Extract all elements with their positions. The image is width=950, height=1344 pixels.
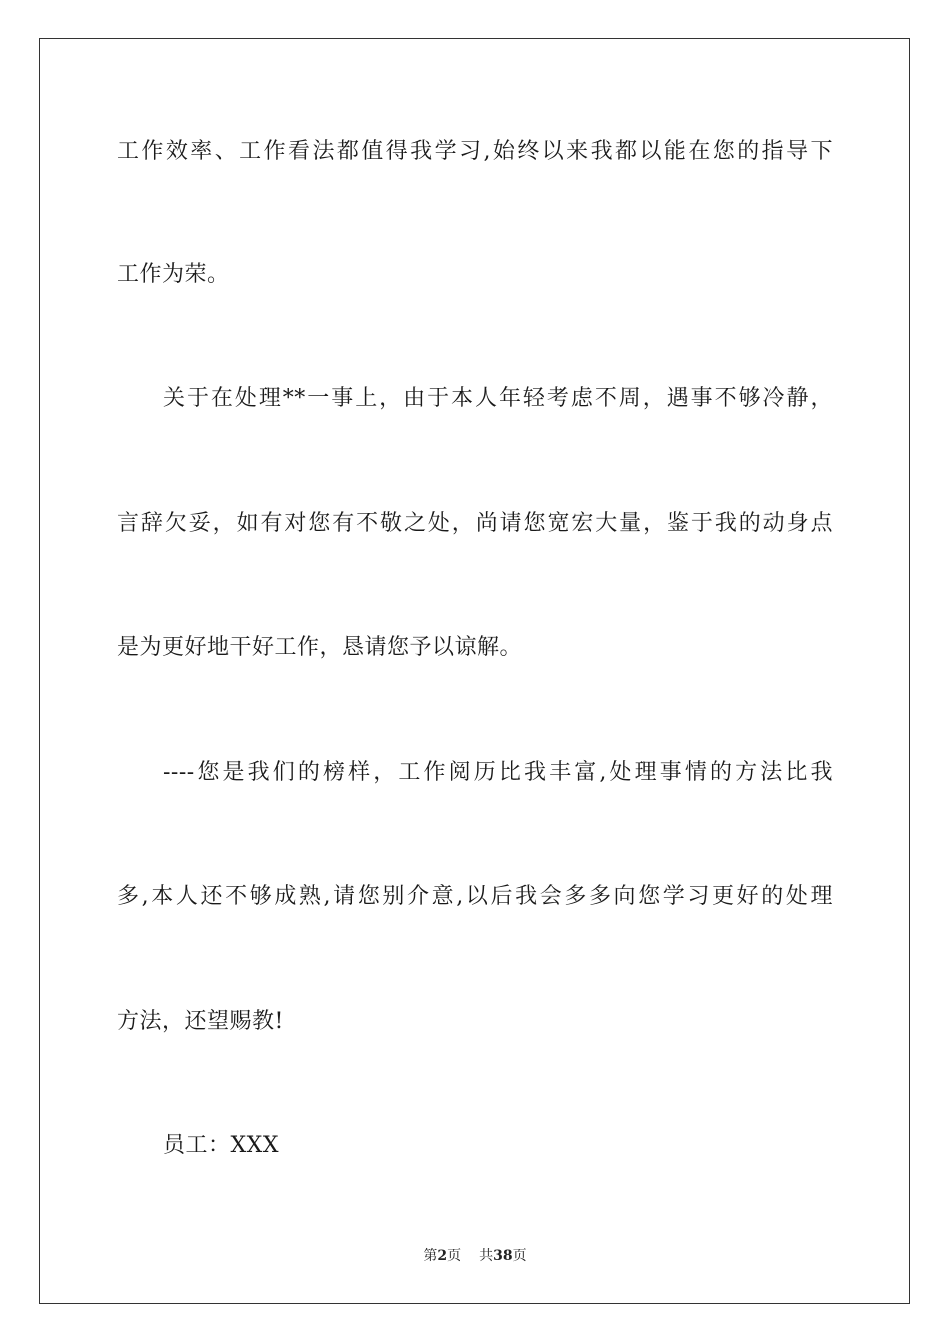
page-border xyxy=(39,38,910,1304)
page-footer xyxy=(0,1246,950,1266)
body-line-3: 关于在处理**一事上，由于本人年轻考虑不周，遇事不够冷静， xyxy=(163,386,833,411)
signature-line: 员工：XXX xyxy=(163,1133,279,1158)
body-line-6: ----您是我们的榜样，工作阅历比我丰富,处理事情的方法比我 xyxy=(163,760,833,785)
footer-total-suffix: 页 xyxy=(512,1248,527,1264)
body-line-2: 工作为荣。 xyxy=(117,262,230,287)
body-line-5: 是为更好地干好工作，恳请您予以谅解。 xyxy=(117,635,523,660)
footer-total-prefix: 共 xyxy=(479,1248,494,1264)
body-line-4: 言辞欠妥，如有对您有不敬之处，尚请您宽宏大量，鉴于我的动身点 xyxy=(117,511,833,536)
footer-page-suffix: 页 xyxy=(447,1248,462,1264)
footer-page-prefix: 第 xyxy=(423,1248,438,1264)
footer-page-number: 2 xyxy=(437,1248,448,1264)
body-line-8: 方法，还望赐教! xyxy=(117,1009,284,1034)
footer-total-pages: 38 xyxy=(493,1248,513,1264)
body-line-1: 工作效率、工作看法都值得我学习,始终以来我都以能在您的指导下 xyxy=(117,139,833,164)
body-line-7: 多,本人还不够成熟,请您别介意,以后我会多多向您学习更好的处理 xyxy=(117,884,833,909)
